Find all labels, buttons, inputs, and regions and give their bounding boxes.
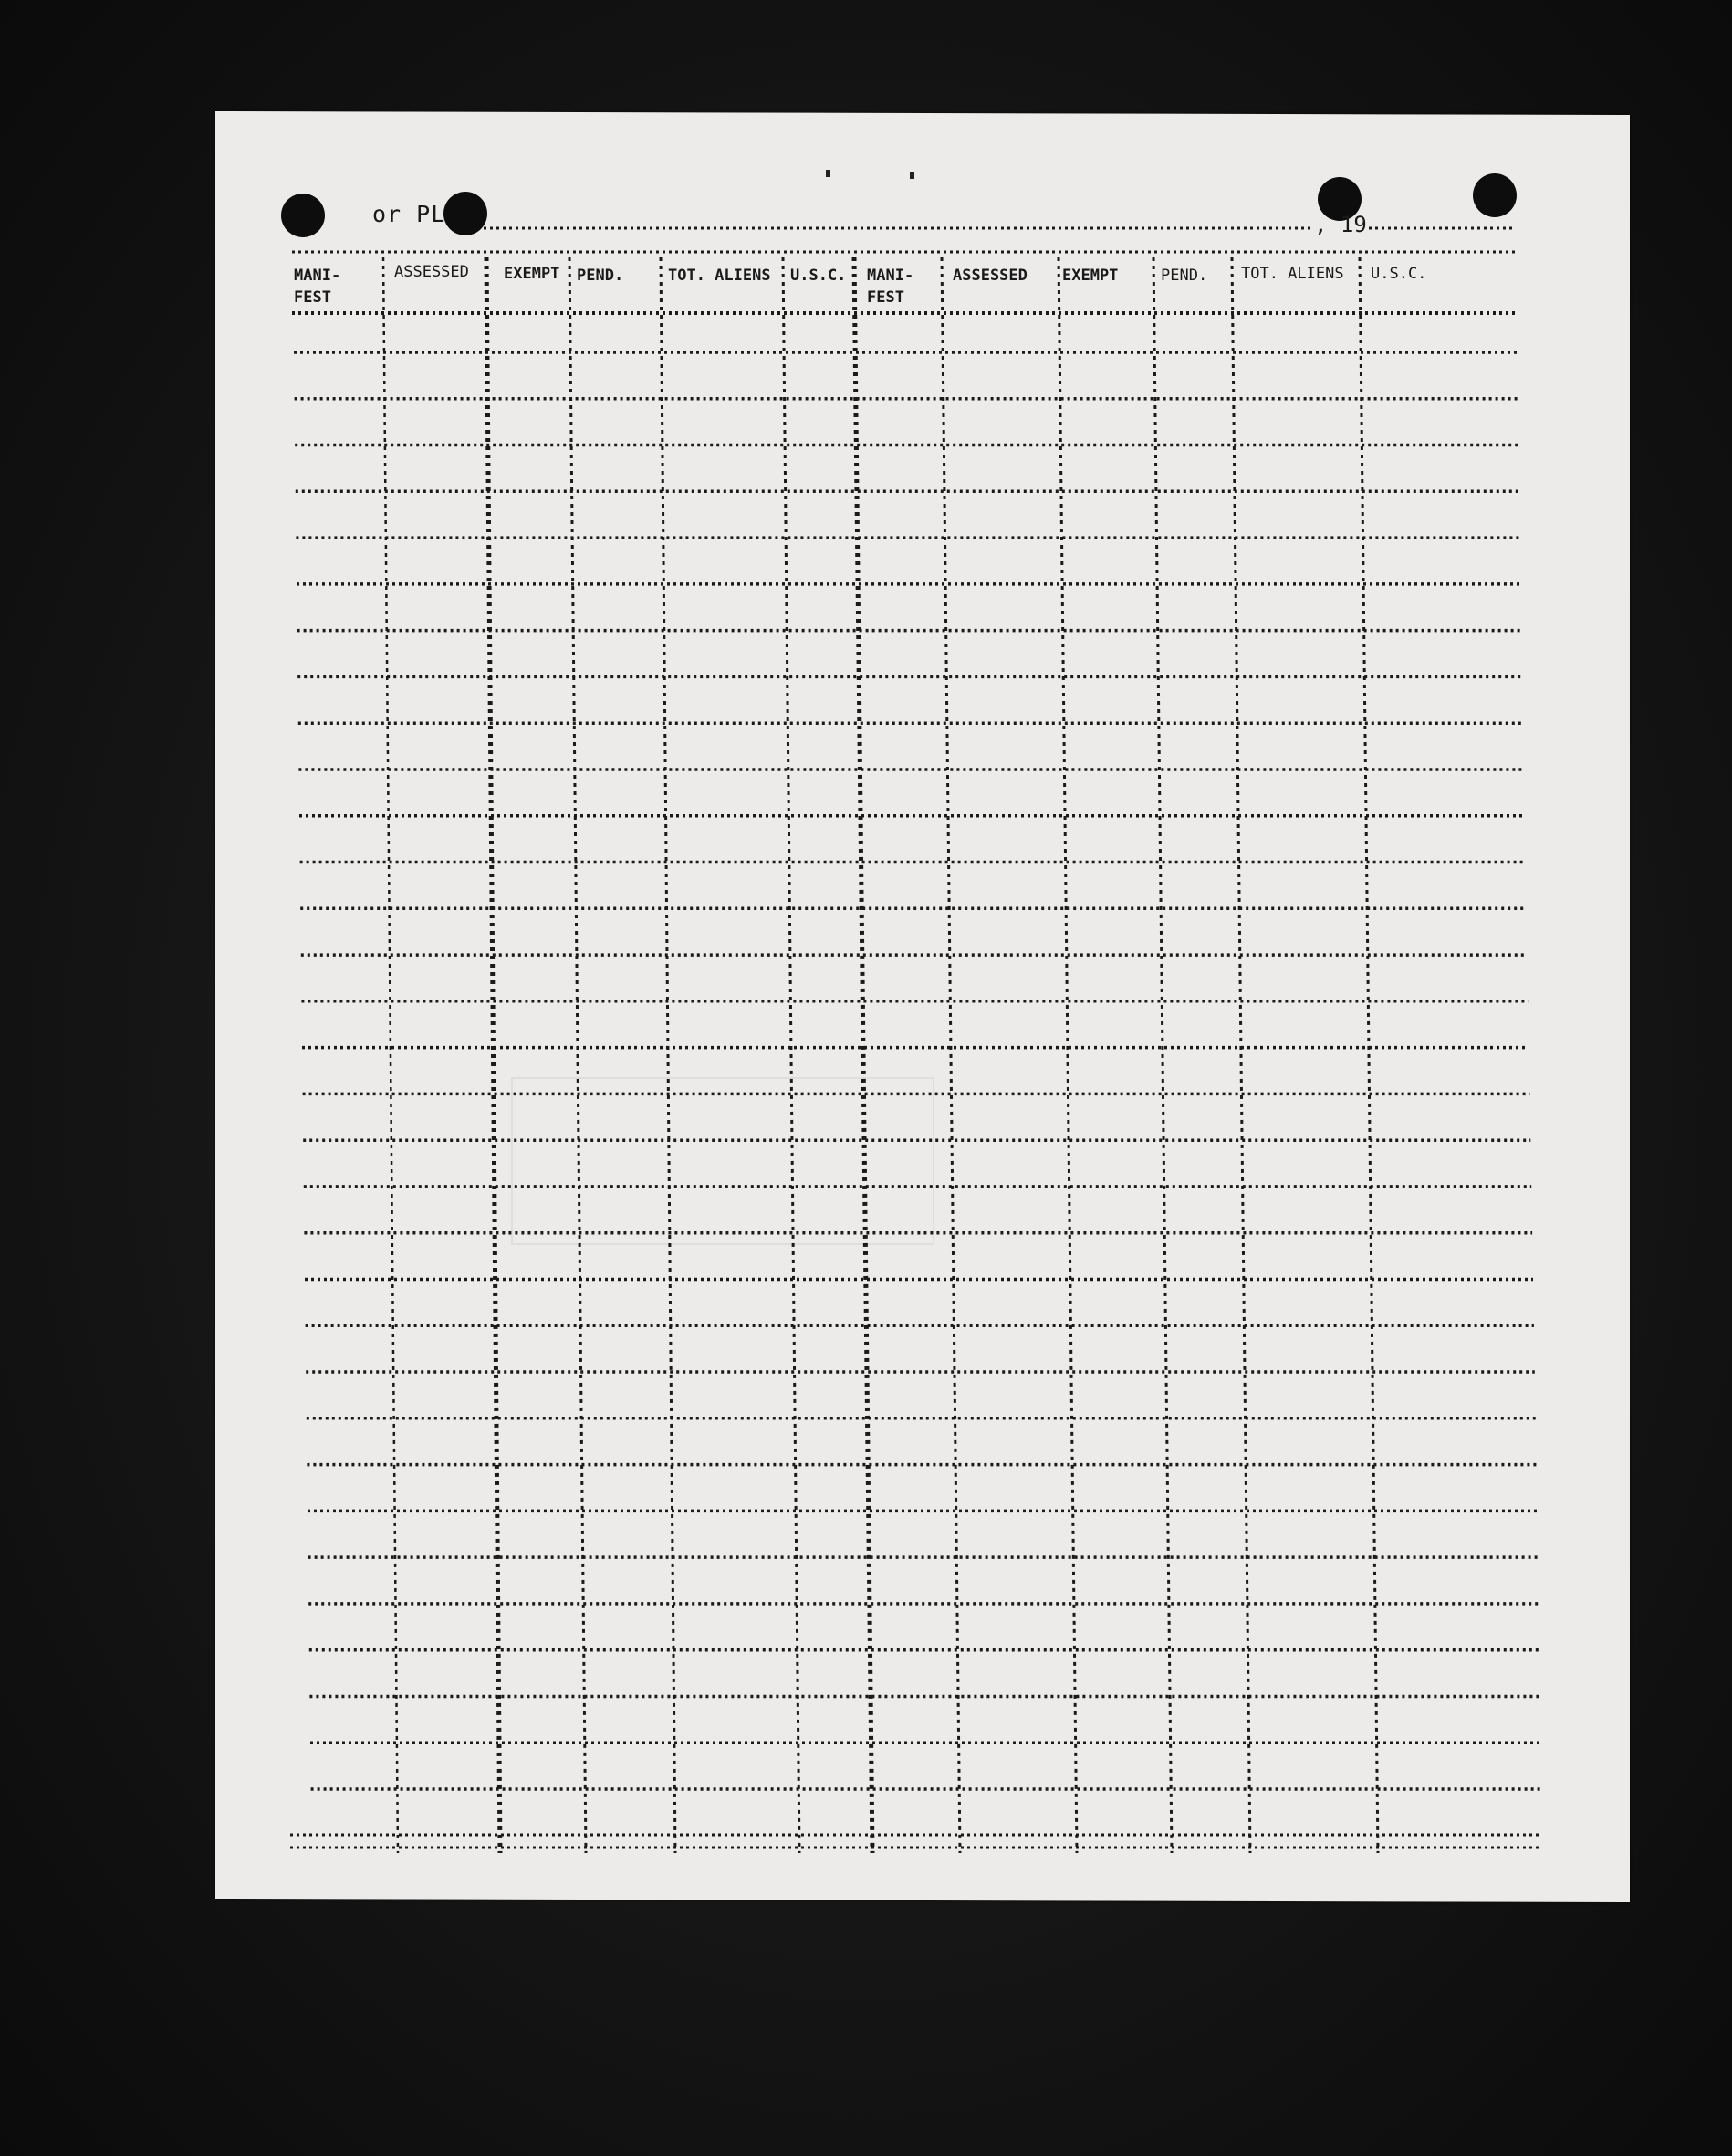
column-divider — [1059, 257, 1077, 1853]
column-divider — [1232, 257, 1250, 1853]
col-header-manifest-right: MANI- FEST — [867, 267, 914, 307]
col-header-tot-aliens-left: TOT. ALIENS — [668, 267, 771, 285]
col-header-usc-right: U.S.C. — [1371, 265, 1427, 283]
column-divider — [383, 257, 398, 1853]
column-divider — [486, 257, 500, 1853]
column-divider — [783, 257, 799, 1853]
col-header-usc-left: U.S.C. — [790, 267, 847, 285]
col-header-assessed-left: ASSESSED — [394, 263, 469, 281]
date-suffix-label: , 19 — [1314, 212, 1367, 237]
column-divider — [661, 257, 675, 1853]
port-header-label: or PL — [372, 201, 446, 227]
col-header-manifest-left: MANI- FEST — [294, 267, 341, 307]
col-header-pend-left: PEND. — [577, 267, 624, 285]
col-header-exempt-right: EXEMPT — [1062, 267, 1119, 285]
column-divider — [942, 257, 960, 1853]
column-divider — [854, 257, 872, 1853]
col-header-pend-right: PEND. — [1161, 267, 1208, 285]
column-divider — [1153, 257, 1172, 1853]
col-header-exempt-left: EXEMPT — [504, 265, 560, 283]
column-divider — [1360, 257, 1378, 1853]
col-header-tot-aliens-right: TOT. ALIENS — [1241, 265, 1344, 283]
column-divider — [569, 257, 586, 1853]
col-header-assessed-right: ASSESSED — [953, 267, 1028, 285]
